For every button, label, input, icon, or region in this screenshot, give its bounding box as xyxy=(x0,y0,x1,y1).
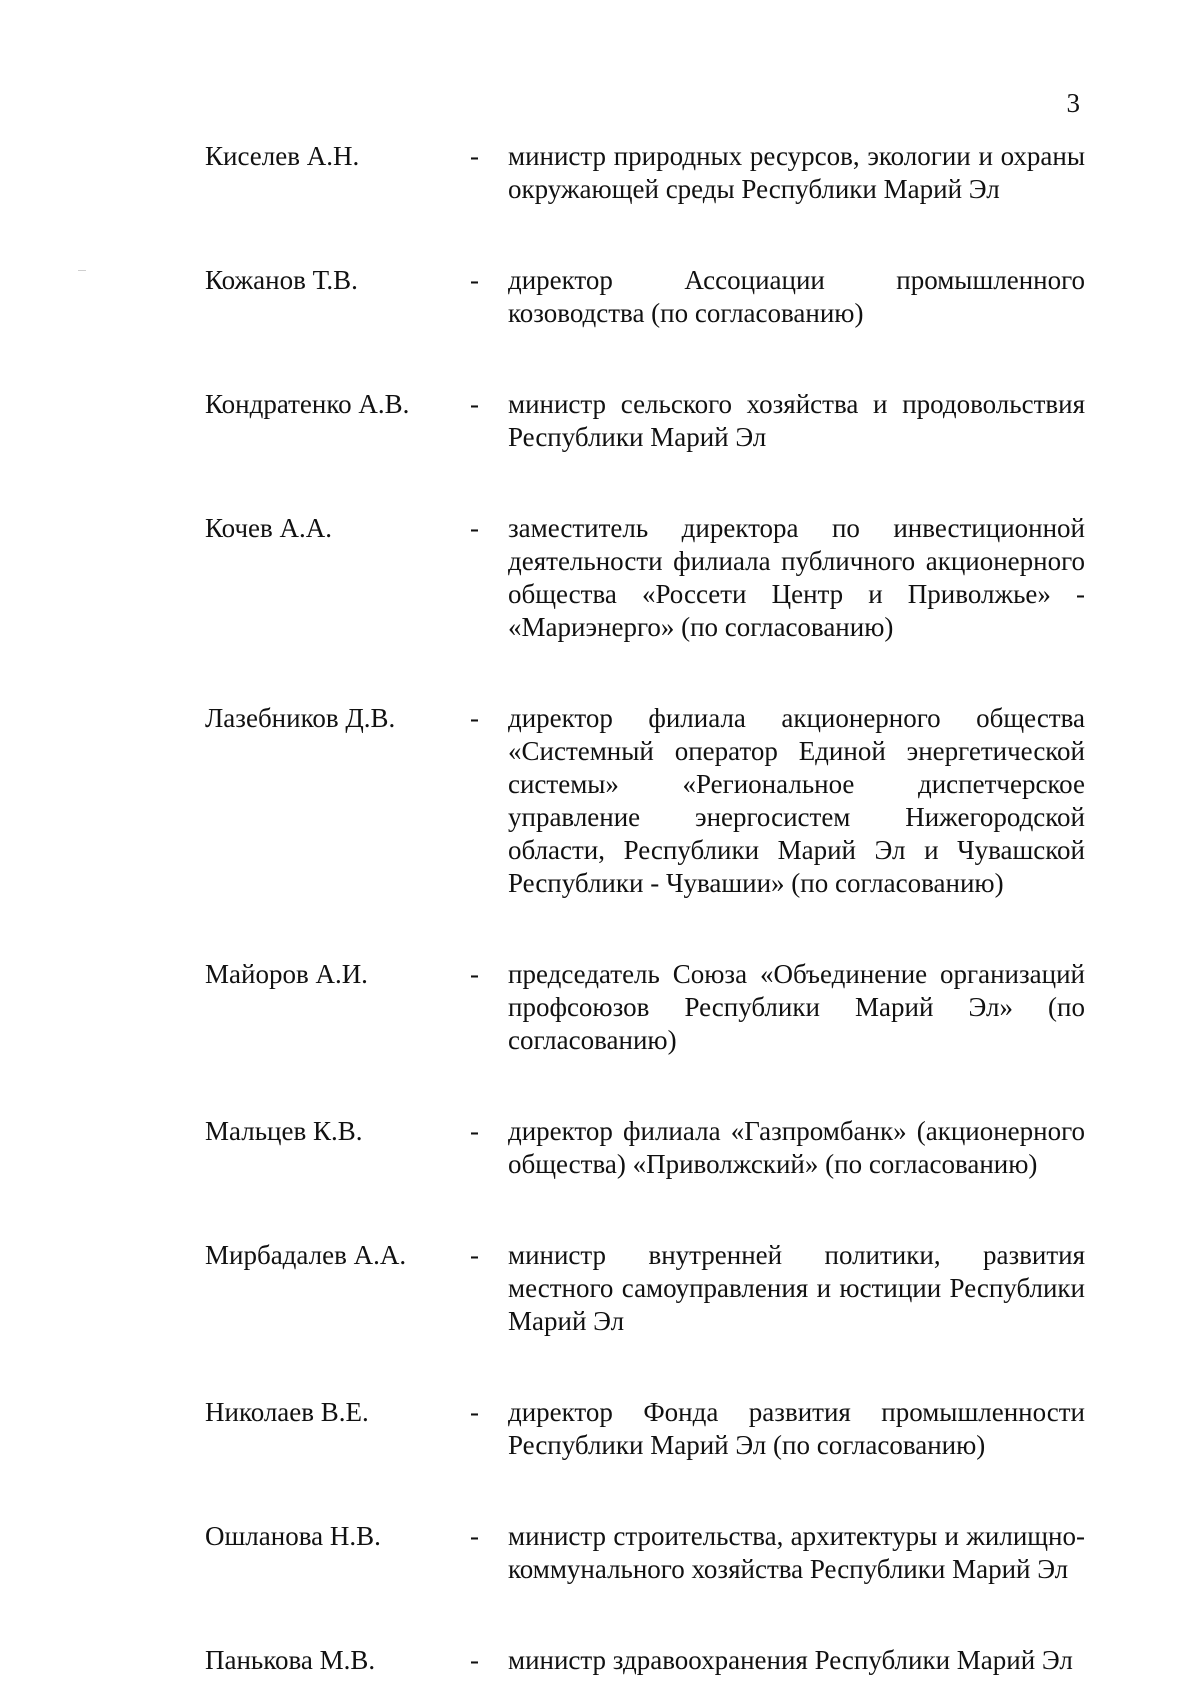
member-name: Киселев А.Н. xyxy=(205,141,360,171)
member-name: Кондратенко А.В. xyxy=(205,389,410,419)
list-item xyxy=(205,702,1085,900)
member-name: Кочев А.А. xyxy=(205,513,333,543)
dash-separator: - xyxy=(470,1521,479,1551)
member-position: министр строительства, архитектуры и жилищно-коммунального хозяйства Республики Марий Эл xyxy=(508,1521,1085,1584)
member-position: министр здравоохранения Республики Марий Эл xyxy=(508,1645,1073,1675)
dash-separator: - xyxy=(470,1240,479,1270)
dash-separator: - xyxy=(470,1116,479,1146)
member-name: Мирбадалев А.А. xyxy=(205,1240,407,1270)
list-item xyxy=(205,1115,1085,1181)
member-name: Мальцев К.В. xyxy=(205,1116,363,1146)
list-item xyxy=(205,1396,1085,1462)
member-position: министр природных ресурсов, экологии и охраны окружающей среды Республики Марий Эл xyxy=(508,141,1085,204)
scan-artifact xyxy=(78,270,86,271)
member-list xyxy=(205,140,1085,1677)
member-position: директор филиала акционерного общества «Системный оператор Единой энергетической системы» «Региональное диспетчерское управление энергосистем Нижегородской области, Республики Марий Эл и Чувашской Республики - Чувашии» (по согласованию) xyxy=(508,703,1085,898)
dash-separator: - xyxy=(470,1397,479,1427)
dash-separator: - xyxy=(470,959,479,989)
list-item xyxy=(205,1520,1085,1586)
dash-separator: - xyxy=(470,389,479,419)
member-position: директор Фонда развития промышленности Республики Марий Эл (по согласованию) xyxy=(508,1397,1085,1460)
member-name: Майоров А.И. xyxy=(205,959,368,989)
list-item xyxy=(205,388,1085,454)
member-name: Николаев В.Е. xyxy=(205,1397,369,1427)
member-position: заместитель директора по инвестиционной деятельности филиала публичного акционерного общества «Россети Центр и Приволжье» - «Мариэнерго» (по согласованию) xyxy=(508,513,1085,642)
list-item xyxy=(205,512,1085,644)
member-name: Лазебников Д.В. xyxy=(205,703,396,733)
page-number: 3 xyxy=(1066,88,1080,118)
member-name: Кожанов Т.В. xyxy=(205,265,358,295)
dash-separator: - xyxy=(470,1645,479,1675)
list-item xyxy=(205,264,1085,330)
list-item xyxy=(205,958,1085,1057)
list-item xyxy=(205,140,1085,206)
member-position: директор Ассоциации промышленного козоводства (по согласованию) xyxy=(508,265,1085,328)
dash-separator: - xyxy=(470,513,479,543)
dash-separator: - xyxy=(470,703,479,733)
list-item xyxy=(205,1239,1085,1338)
member-position: министр сельского хозяйства и продовольствия Республики Марий Эл xyxy=(508,389,1085,452)
dash-separator: - xyxy=(470,265,479,295)
member-name: Ошланова Н.В. xyxy=(205,1521,381,1551)
member-name: Панькова М.В. xyxy=(205,1645,376,1675)
dash-separator: - xyxy=(470,141,479,171)
list-item xyxy=(205,1644,1085,1677)
member-position: председатель Союза «Объединение организаций профсоюзов Республики Марий Эл» (по согласованию) xyxy=(508,959,1085,1055)
member-position: директор филиала «Газпромбанк» (акционерного общества) «Приволжский» (по согласованию) xyxy=(508,1116,1085,1179)
member-position: министр внутренней политики, развития местного самоуправления и юстиции Республики Марий Эл xyxy=(508,1240,1085,1336)
